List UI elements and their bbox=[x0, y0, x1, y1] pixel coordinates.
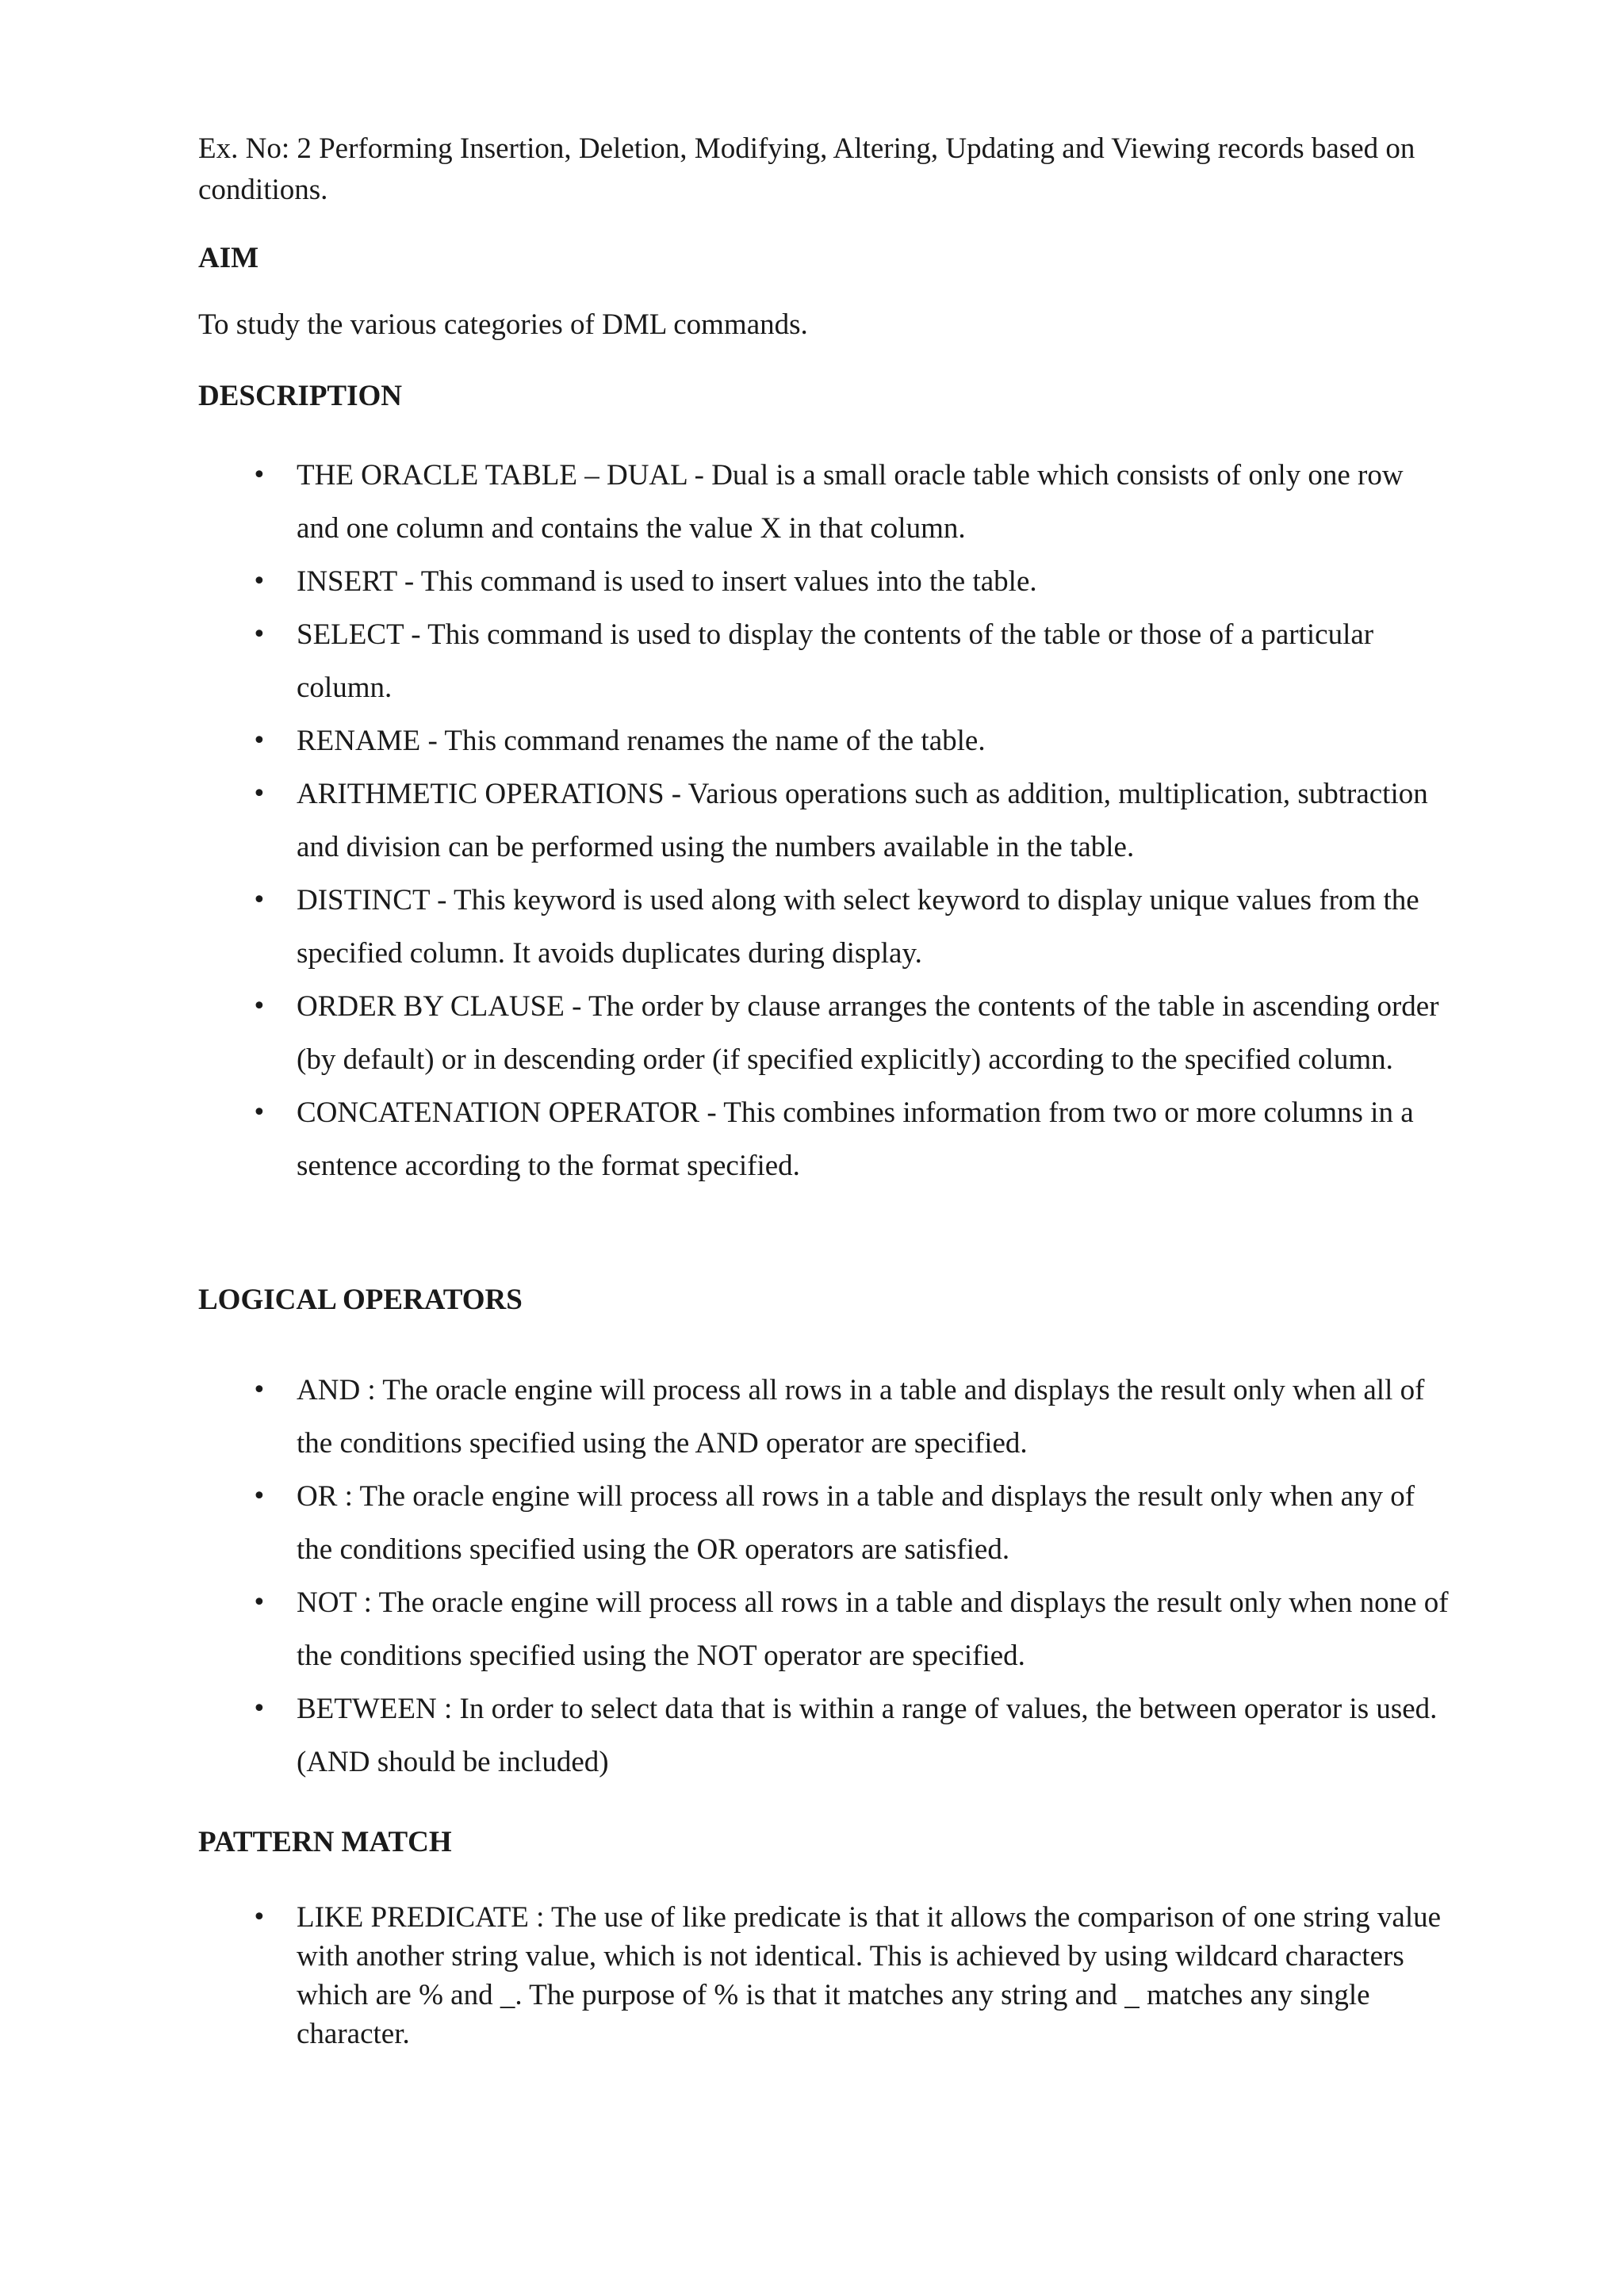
list-item-text: ARITHMETIC OPERATIONS - Various operations such as addition, multiplication, subtraction and division can be performed using the numbers available in the table. bbox=[297, 778, 1428, 863]
aim-heading: AIM bbox=[198, 242, 259, 274]
list-item bbox=[198, 1470, 1451, 1576]
list-item-text: INSERT - This command is used to insert values into the table. bbox=[297, 565, 1037, 598]
list-item bbox=[198, 767, 1451, 874]
list-item bbox=[198, 555, 1451, 608]
list-item bbox=[198, 608, 1451, 714]
bullet-icon: • bbox=[252, 1589, 266, 1617]
exercise-title: Ex. No: 2 Performing Insertion, Deletion, Modifying, Altering, Updating and Viewing records based on conditions. bbox=[198, 132, 1415, 206]
list-item-text: AND : The oracle engine will process all rows in a table and displays the result only when all of the conditions specified using the AND operator are specified. bbox=[297, 1374, 1425, 1460]
list-item bbox=[198, 874, 1451, 980]
bullet-icon: • bbox=[252, 1099, 266, 1127]
logical-operators-list bbox=[198, 1364, 1451, 1789]
list-item-text: SELECT - This command is used to display the contents of the table or those of a particular column. bbox=[297, 618, 1374, 704]
logical-operators-heading: LOGICAL OPERATORS bbox=[198, 1284, 523, 1316]
list-item bbox=[198, 1364, 1451, 1470]
bullet-icon: • bbox=[252, 461, 266, 489]
pattern-match-heading: PATTERN MATCH bbox=[198, 1826, 452, 1858]
list-item-text: LIKE PREDICATE : The use of like predicate is that it allows the comparison of one string value with another string value, which is not identical. This is achieved by using wildcard characters which are % and _. The purpose of % is that it matches any string and _ matches any single character. bbox=[297, 1901, 1442, 2050]
bullet-icon: • bbox=[252, 993, 266, 1020]
bullet-icon: • bbox=[252, 886, 266, 914]
list-item-text: DISTINCT - This keyword is used along with select keyword to display unique values from the specified column. It avoids duplicates during display. bbox=[297, 884, 1419, 970]
list-item bbox=[198, 1576, 1451, 1682]
bullet-icon: • bbox=[252, 568, 266, 595]
bullet-icon: • bbox=[252, 1483, 266, 1510]
list-item bbox=[198, 1086, 1451, 1192]
bullet-icon: • bbox=[252, 621, 266, 649]
list-item bbox=[198, 1898, 1451, 2053]
list-item bbox=[198, 714, 1451, 767]
list-item-text: NOT : The oracle engine will process all rows in a table and displays the result only when none of the conditions specified using the NOT operator are specified. bbox=[297, 1586, 1449, 1672]
bullet-icon: • bbox=[252, 780, 266, 808]
list-item-text: BETWEEN : In order to select data that is within a range of values, the between operator is used. (AND should be included) bbox=[297, 1693, 1438, 1778]
list-item-text: CONCATENATION OPERATOR - This combines information from two or more columns in a sentence according to the format specified. bbox=[297, 1096, 1414, 1182]
bullet-icon: • bbox=[252, 1695, 266, 1723]
description-heading: DESCRIPTION bbox=[198, 380, 402, 412]
bullet-icon: • bbox=[252, 727, 266, 755]
description-list bbox=[198, 449, 1451, 1192]
bullet-icon: • bbox=[252, 1376, 266, 1404]
list-item bbox=[198, 1682, 1451, 1789]
list-item-text: ORDER BY CLAUSE - The order by clause arranges the contents of the table in ascending order (by default) or in descending order (if specified explicitly) according to the specified column. bbox=[297, 990, 1439, 1076]
pattern-match-list bbox=[198, 1898, 1451, 2053]
list-item bbox=[198, 449, 1451, 555]
list-item-text: THE ORACLE TABLE – DUAL - Dual is a small oracle table which consists of only one row and one column and contains the value X in that column. bbox=[297, 459, 1404, 545]
list-item bbox=[198, 980, 1451, 1086]
aim-text: To study the various categories of DML commands. bbox=[198, 308, 808, 341]
list-item-text: RENAME - This command renames the name of the table. bbox=[297, 725, 986, 757]
bullet-icon: • bbox=[252, 1904, 266, 1931]
list-item-text: OR : The oracle engine will process all rows in a table and displays the result only when any of the conditions specified using the OR operators are satisfied. bbox=[297, 1480, 1415, 1566]
